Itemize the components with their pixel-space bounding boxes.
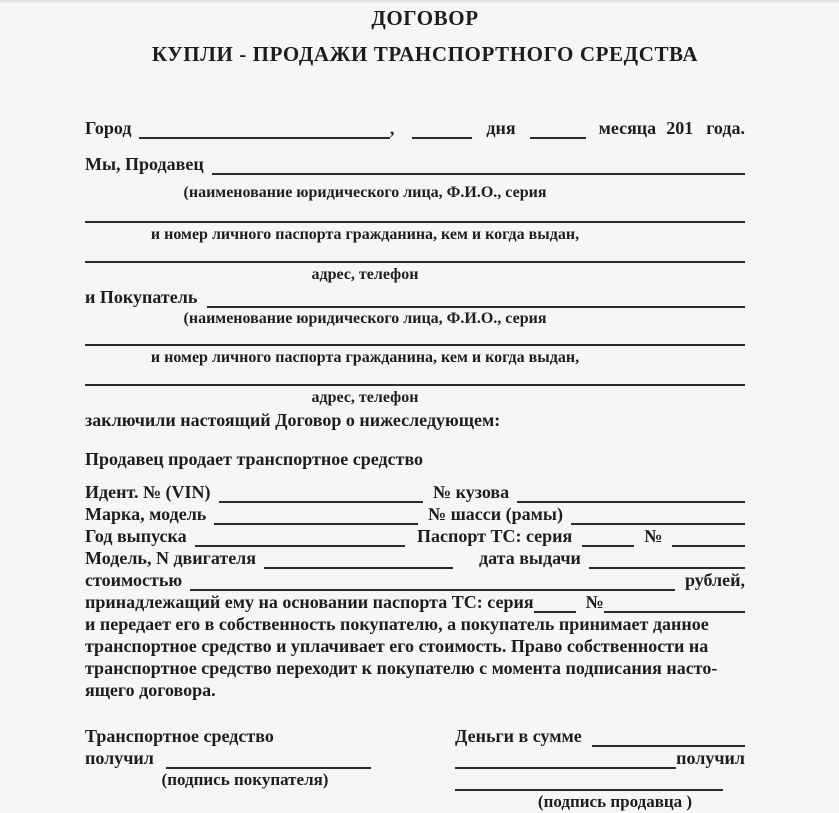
issue-date-label: дата выдачи <box>479 548 581 568</box>
document-subtitle: КУПЛИ - ПРОДАЖИ ТРАНСПОРТНОГО СРЕДСТВА <box>151 42 699 66</box>
conclusion-line <box>85 409 745 431</box>
seller-signature-line <box>455 769 745 791</box>
money-sum-label: Деньги в сумме <box>455 726 582 746</box>
vehicle-row-year <box>85 525 745 547</box>
vehicle-row-make <box>85 503 745 525</box>
buyer-line <box>85 286 745 308</box>
day-blank-field <box>412 117 472 139</box>
make-model-label: Марка, модель <box>85 504 207 524</box>
seller-name-caption: (наименование юридического лица, Ф.И.О., серия <box>183 184 547 201</box>
money-received-line <box>455 747 745 769</box>
vehicle-received-text: Транспортное средство <box>85 726 274 746</box>
seller-address-caption: адрес, телефон <box>311 266 419 283</box>
city-date-line <box>85 117 745 139</box>
chassis-label: № шасси (рамы) <box>428 504 563 524</box>
paragraph-line-2 <box>85 635 745 657</box>
paragraph-text-1: и передает его в собственность покупателю, а покупатель принимает данное <box>85 614 709 634</box>
seller-received-label: получил <box>676 748 745 768</box>
seller-address-blank-line <box>85 261 745 263</box>
buyer-received-label: получил <box>85 748 154 768</box>
paragraph-line-1 <box>85 613 745 635</box>
paragraph-line-3 <box>85 657 745 679</box>
paragraph-text-2: транспортное средство и уплачивает его стоимость. Право собственности на <box>85 636 709 656</box>
seller-sells-line <box>85 448 745 470</box>
seller-line <box>85 153 745 175</box>
paragraph-line-4 <box>85 679 745 701</box>
month-blank-field <box>530 117 586 139</box>
body-number-blank-field <box>517 481 745 503</box>
passport-number-blank-field <box>672 525 745 547</box>
buyer-label: и Покупатель <box>85 287 198 307</box>
buyer-signature-blank-field <box>166 747 371 769</box>
buyer-passport-blank-line <box>85 344 745 346</box>
money-sum-line <box>455 725 745 747</box>
passport-series-label: Паспорт ТС: серия <box>417 526 573 546</box>
ownership-number-blank-field <box>604 591 745 613</box>
buyer-signature-block <box>85 725 405 813</box>
issue-date-blank-field <box>589 547 745 569</box>
seller-sells-text: Продавец продает транспортное средство <box>85 449 424 469</box>
seller-passport-caption: и номер личного паспорта гражданина, кем и когда выдан, <box>150 226 580 243</box>
passport-number-label: № <box>644 526 663 546</box>
cost-blank-field <box>190 569 675 591</box>
vehicle-received-line-1 <box>85 725 405 747</box>
body-number-label: № кузова <box>433 482 510 502</box>
ownership-number-label: № <box>585 592 604 612</box>
seller-passport-blank-line <box>85 221 745 223</box>
paragraph-text-3: транспортное средство переходит к покупателю с момента подписания насто- <box>85 658 718 678</box>
seller-signature-block <box>455 725 745 813</box>
chassis-blank-field <box>571 503 745 525</box>
year-suffix: года. <box>706 118 745 138</box>
vin-blank-field <box>219 481 423 503</box>
document-title: ДОГОВОР <box>371 6 479 30</box>
buyer-address-caption: адрес, телефон <box>311 389 419 406</box>
buyer-passport-caption: и номер личного паспорта гражданина, кем и когда выдан, <box>150 349 580 366</box>
comma: , <box>389 118 395 138</box>
contract-document <box>85 0 745 813</box>
engine-number-blank-field <box>264 547 453 569</box>
seller-label: Мы, Продавец <box>85 154 204 174</box>
ownership-series-blank-field <box>534 591 576 613</box>
ownership-line <box>85 591 745 613</box>
cost-line <box>85 569 745 591</box>
cost-suffix: рублей, <box>684 570 745 590</box>
year-prefix: 201 <box>666 118 694 138</box>
money-sum-blank-field <box>592 725 745 747</box>
conclusion-text: заключили настоящий Договор о нижеследующем: <box>85 410 501 430</box>
month-label: месяца <box>598 118 657 138</box>
vehicle-row-engine <box>85 547 745 569</box>
passport-series-blank-field <box>582 525 634 547</box>
cost-label: стоимостью <box>85 570 183 590</box>
buyer-blank-field <box>207 286 745 308</box>
seller-received-blank-field <box>455 747 676 769</box>
signature-section <box>85 725 745 813</box>
ownership-prefix: принадлежащий ему на основании паспорта ТС: серия <box>85 592 534 612</box>
seller-signature-caption: (подпись продавца ) <box>537 792 693 811</box>
vehicle-received-line-2 <box>85 747 405 769</box>
buyer-signature-caption: (подпись покупателя) <box>161 770 329 789</box>
vehicle-row-vin <box>85 481 745 503</box>
engine-number-label: Модель, N двигателя <box>85 548 257 568</box>
vin-label: Идент. № (VIN) <box>85 482 211 502</box>
year-of-issue-blank-field <box>195 525 405 547</box>
buyer-name-caption: (наименование юридического лица, Ф.И.О., серия <box>183 310 547 327</box>
city-blank-field <box>139 117 389 139</box>
seller-blank-field <box>212 153 745 175</box>
make-model-blank-field <box>214 503 418 525</box>
city-label: Город <box>85 118 132 138</box>
day-label: дня <box>486 118 516 138</box>
seller-signature-blank-field <box>455 769 723 791</box>
paragraph-text-4: ящего договора. <box>85 680 216 700</box>
buyer-address-blank-line <box>85 384 745 386</box>
year-of-issue-label: Год выпуска <box>85 526 187 546</box>
